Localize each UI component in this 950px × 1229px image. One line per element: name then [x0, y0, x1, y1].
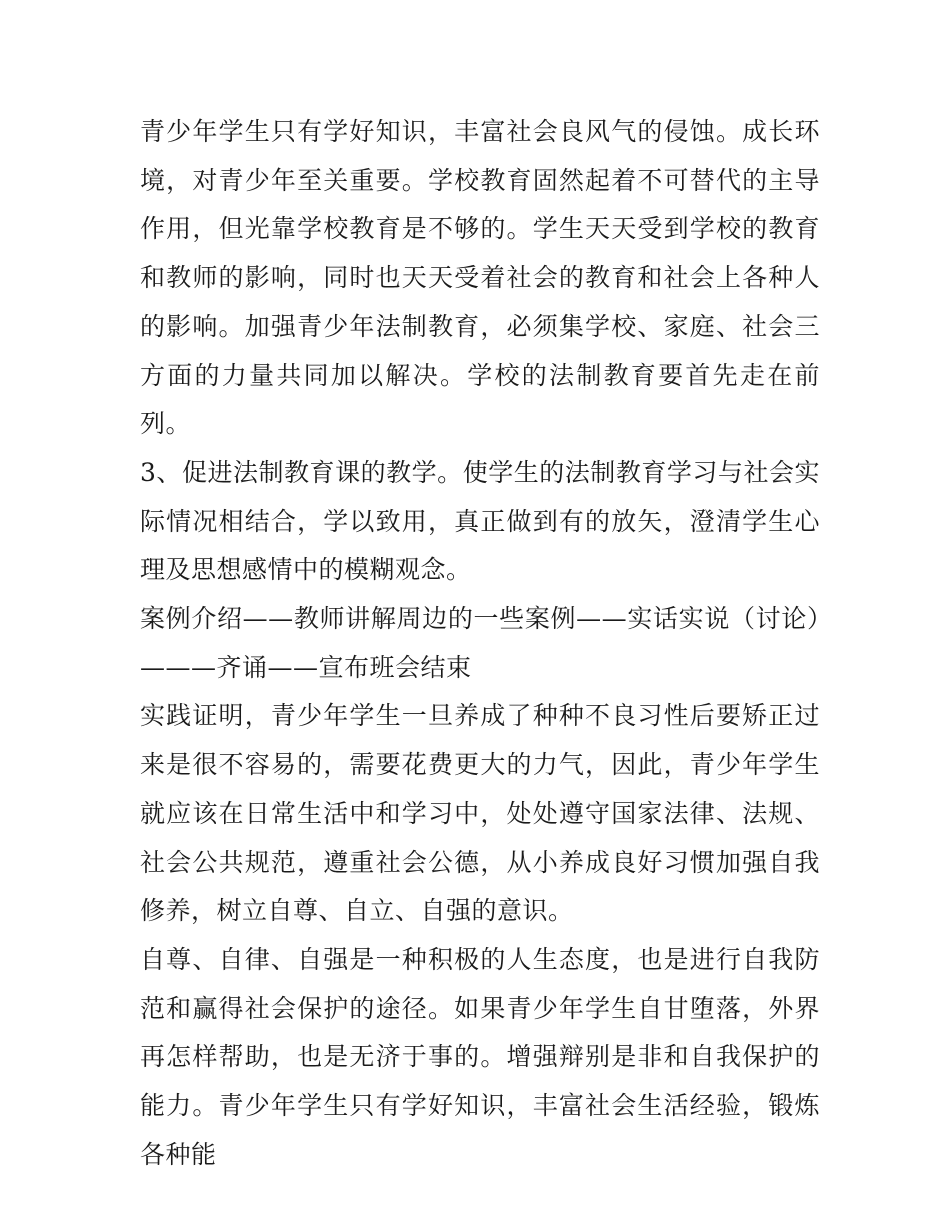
paragraph-1: 青少年学生只有学好知识，丰富社会良风气的侵蚀。成长环境，对青少年至关重要。学校教育固然起着不可替代的主导作用，但光靠学校教育是不够的。学生天天受到学校的教育和教师的影响，同时也天天受着社会的教育和社会上各种人的影响。加强青少年法制教育，必须集学校、家庭、社会三方面的力量共同加以解决。学校的法制教育要首先走在前列。 — [140, 117, 820, 439]
document-body — [140, 108, 820, 1179]
paragraph-3: 案例介绍——教师讲解周边的一些案例——实话实说（讨论）———齐诵——宣布班会结束 — [140, 604, 820, 682]
paragraph-2: 3、促进法制教育课的教学。使学生的法制教育学习与社会实际情况相结合，学以致用，真正做到有的放矢，澄清学生心理及思想感情中的模糊观念。 — [140, 457, 820, 585]
paragraph-5: 自尊、自律、自强是一种积极的人生态度，也是进行自我防范和赢得社会保护的途径。如果青少年学生自甘堕落，外界再怎样帮助，也是无济于事的。增强辩别是非和自我保护的能力。青少年学生只有学好知识，丰富社会生活经验，锻炼各种能 — [140, 944, 820, 1169]
paragraph-4: 实践证明，青少年学生一旦养成了种种不良习性后要矫正过来是很不容易的，需要花费更大的力气，因此，青少年学生就应该在日常生活中和学习中，处处遵守国家法律、法规、社会公共规范，遵重社会公德，从小养成良好习惯加强自我修养，树立自尊、自立、自强的意识。 — [140, 701, 820, 926]
